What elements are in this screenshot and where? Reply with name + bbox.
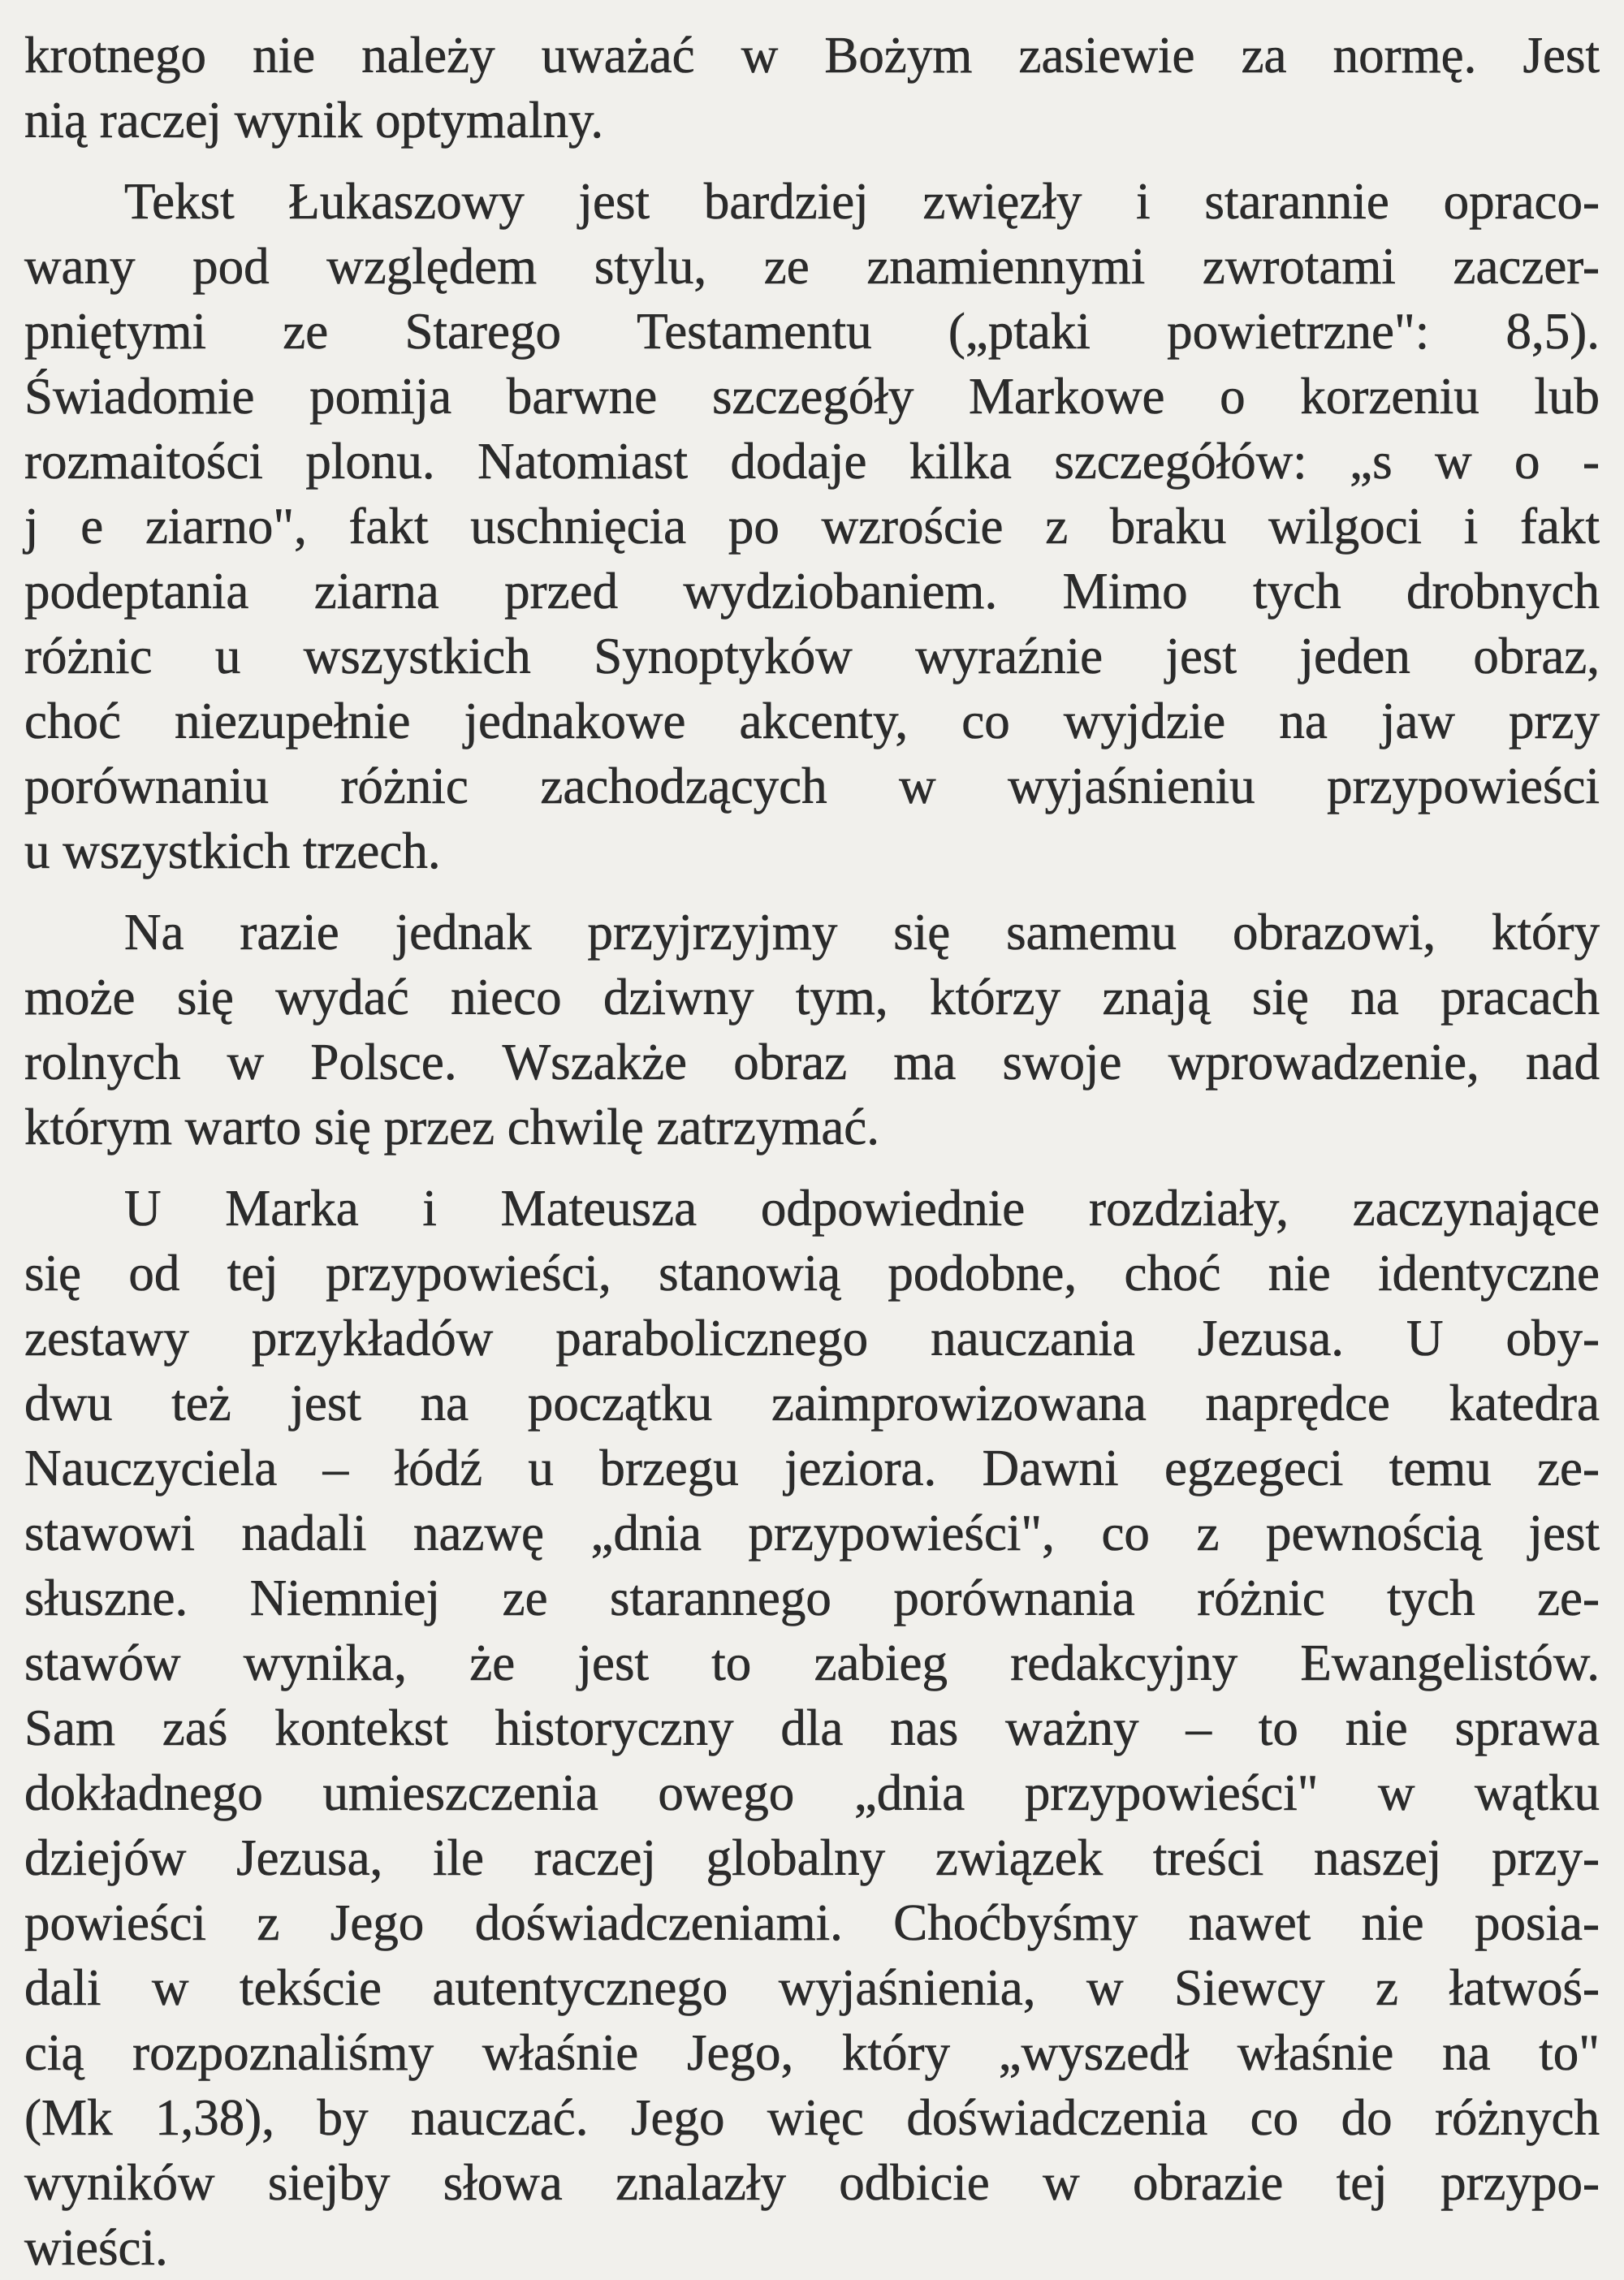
text-line: stawów wynika, że jest to zabieg redakcyjny Ewangelistów. bbox=[24, 1634, 1600, 1691]
text-line: rozmaitości plonu. Natomiast dodaje kilka szczegółów: „s w o - bbox=[24, 433, 1600, 490]
text-line: cią rozpoznaliśmy właśnie Jego, który „wyszedł właśnie na to" bbox=[24, 2024, 1600, 2081]
paragraph-start-line: U Marka i Mateusza odpowiednie rozdziały, zaczynające bbox=[124, 1180, 1600, 1237]
text-line: porównaniu różnic zachodzących w wyjaśnieniu przypowieści bbox=[24, 758, 1600, 814]
text-line: Świadomie pomija barwne szczegóły Markowe o korzeniu lub bbox=[24, 368, 1600, 425]
paragraph-start-line: Na razie jednak przyjrzyjmy się samemu obrazowi, który bbox=[124, 904, 1600, 961]
text-line: rolnych w Polsce. Wszakże obraz ma swoje wprowadzenie, nad bbox=[24, 1034, 1600, 1090]
paragraph-start-line: Tekst Łukaszowy jest bardziej zwięzły i starannie opraco- bbox=[124, 173, 1600, 230]
text-line: może się wydać nieco dziwny tym, którzy znają się na pracach bbox=[24, 969, 1600, 1026]
text-line: którym warto się przez chwilę zatrzymać. bbox=[24, 1099, 880, 1155]
text-line: Sam zaś kontekst historyczny dla nas ważny – to nie sprawa bbox=[24, 1699, 1600, 1756]
text-line: wany pod względem stylu, ze znamiennymi zwrotami zaczer- bbox=[24, 238, 1600, 295]
text-line: j e ziarno", fakt uschnięcia po wzroście z braku wilgoci i fakt bbox=[24, 498, 1600, 555]
text-line: się od tej przypowieści, stanowią podobne, choć nie identyczne bbox=[24, 1245, 1600, 1302]
text-line: słuszne. Niemniej ze starannego porównania różnic tych ze- bbox=[24, 1570, 1600, 1626]
text-line: powieści z Jego doświadczeniami. Choćbyśmy nawet nie posia- bbox=[24, 1894, 1600, 1951]
text-line: dali w tekście autentycznego wyjaśnienia, w Siewcy z łatwoś- bbox=[24, 1959, 1600, 2016]
text-line: Nauczyciela – łódź u brzegu jeziora. Dawni egzegeci temu ze- bbox=[24, 1440, 1600, 1496]
text-line: u wszystkich trzech. bbox=[24, 823, 441, 879]
text-line: krotnego nie należy uważać w Bożym zasiewie za normę. Jest bbox=[24, 27, 1600, 84]
text-line: zestawy przykładów parabolicznego nauczania Jezusa. U oby- bbox=[24, 1310, 1600, 1367]
text-line: dokładnego umieszczenia owego „dnia przypowieści" w wątku bbox=[24, 1764, 1600, 1821]
text-line: (Mk 1,38), by nauczać. Jego więc doświadczenia co do różnych bbox=[24, 2089, 1600, 2146]
text-line: choć niezupełnie jednakowe akcenty, co wyjdzie na jaw przy bbox=[24, 693, 1600, 749]
text-line: nią raczej wynik optymalny. bbox=[24, 92, 604, 149]
text-line: różnic u wszystkich Synoptyków wyraźnie jest jeden obraz, bbox=[24, 628, 1600, 684]
text-line: stawowi nadali nazwę „dnia przypowieści", co z pewnością jest bbox=[24, 1505, 1600, 1561]
text-line: wyników siejby słowa znalazły odbicie w obrazie tej przypo- bbox=[24, 2154, 1600, 2211]
text-line: dziejów Jezusa, ile raczej globalny związek treści naszej przy- bbox=[24, 1829, 1600, 1886]
text-line: podeptania ziarna przed wydziobaniem. Mimo tych drobnych bbox=[24, 563, 1600, 620]
text-line: pniętymi ze Starego Testamentu („ptaki powietrzne": 8,5). bbox=[24, 303, 1600, 360]
text-line: wieści. bbox=[24, 2219, 168, 2276]
text-line: dwu też jest na początku zaimprowizowana naprędce katedra bbox=[24, 1375, 1600, 1431]
book-page bbox=[24, 23, 1600, 2276]
